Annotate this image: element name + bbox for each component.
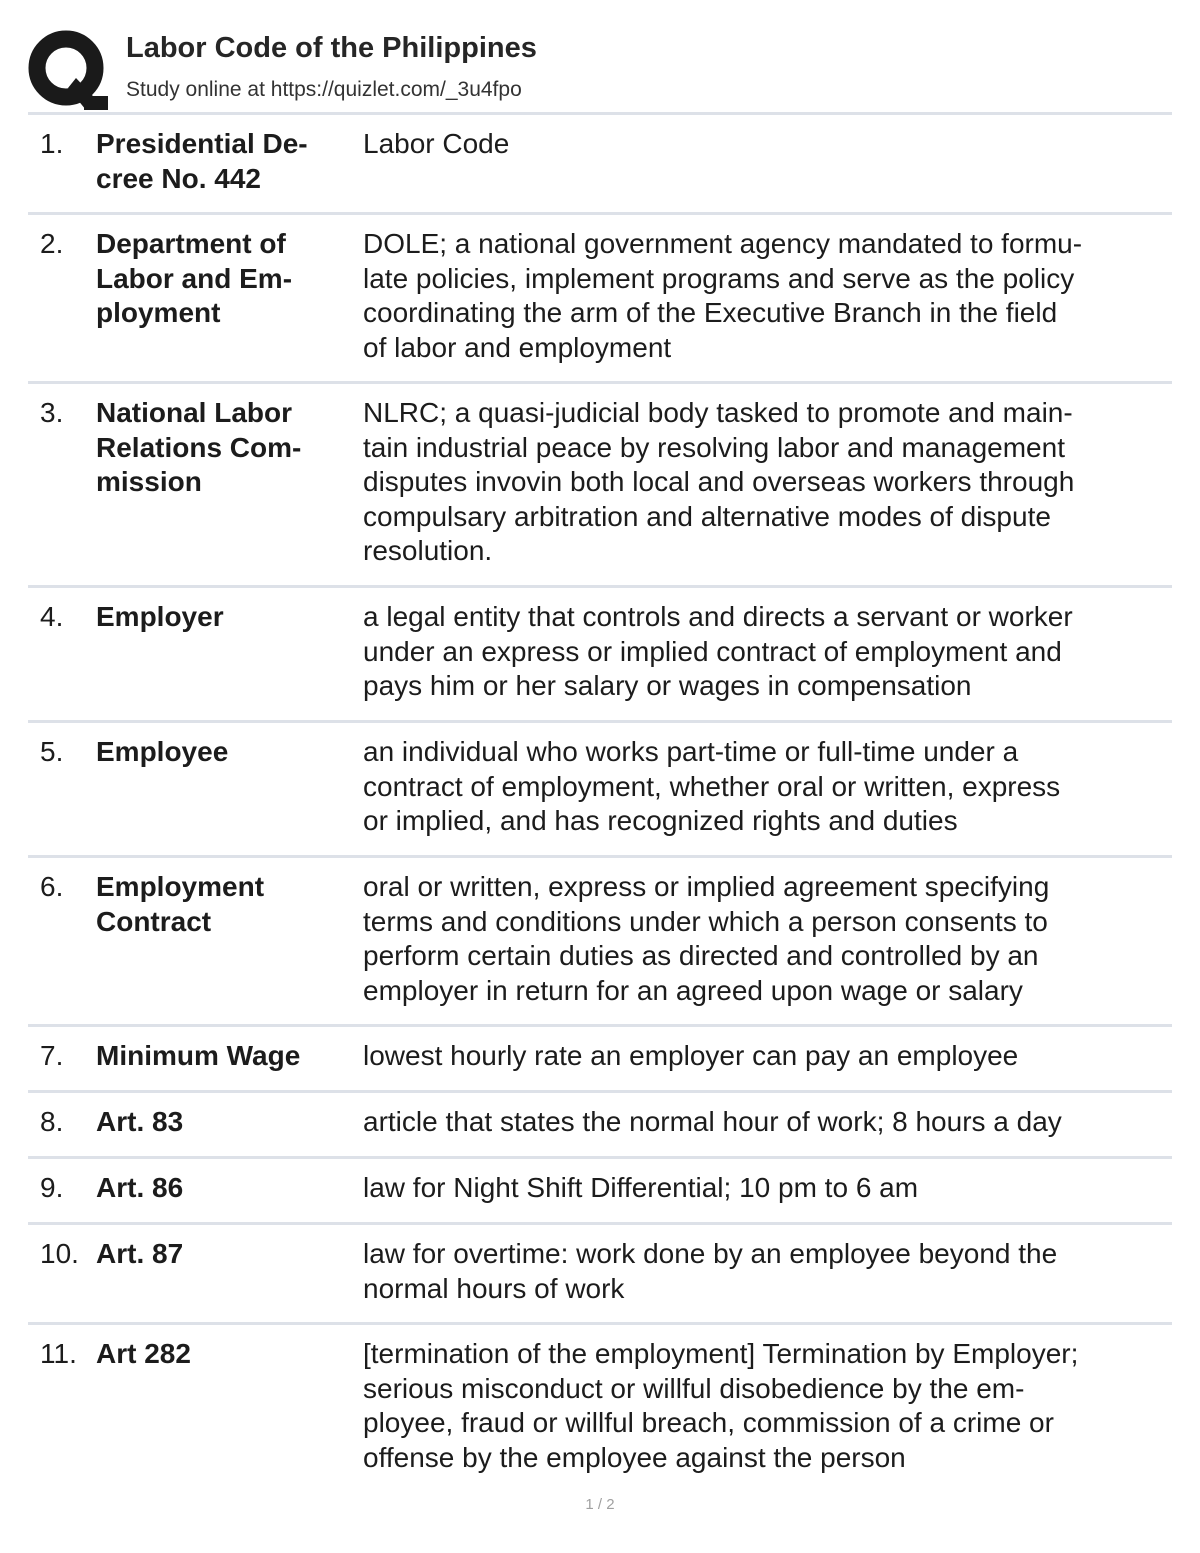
term-row [28,115,1172,215]
term-row [28,1027,1172,1093]
terms-list [28,115,1172,1495]
term-number: 1. [40,128,64,159]
term-label: Art. 86 [96,1172,184,1203]
term-definition: oral or written, express or implied agreement specifying terms and conditions under which a person consents to perform certain duties as directed and controlled by an employer in return for an agreed upon wage or salary [363,871,1050,1006]
term-number: 2. [40,228,64,259]
term-row [28,1225,1172,1325]
term-number: 8. [40,1106,64,1137]
term-definition: NLRC; a quasi-judicial body tasked to promote and main- tain industrial peace by resolving labor and management disputes invovin both local and overseas workers through compulsary arbitration and alternative modes of dispute resolution. [363,397,1075,566]
term-label: Art 282 [96,1338,191,1369]
page-title: Labor Code of the Philippines [126,32,537,64]
term-row [28,1093,1172,1159]
term-definition: Labor Code [363,128,510,159]
term-row [28,215,1172,384]
term-row [28,723,1172,858]
term-row [28,588,1172,723]
term-label: Presidential De- cree No. 442 [96,128,308,194]
term-label: Employment Contract [96,871,265,937]
term-number: 7. [40,1040,64,1071]
term-label: National Labor Relations Com- mission [96,397,302,497]
term-number: 11. [40,1338,77,1369]
term-row [28,1325,1172,1495]
term-number: 9. [40,1172,64,1203]
term-row [28,1159,1172,1225]
term-label: Art. 87 [96,1238,184,1269]
term-number: 10. [40,1238,79,1269]
term-number: 3. [40,397,64,428]
header [28,26,1172,114]
term-number: 6. [40,871,64,902]
term-definition: an individual who works part-time or full-time under a contract of employment, whether oral or written, express or implied, and has recognized rights and duties [363,736,1061,836]
term-label: Minimum Wage [96,1040,301,1071]
term-definition: a legal entity that controls and directs a servant or worker under an express or implied contract of employment and pays him or her salary or wages in compensation [363,601,1073,701]
term-definition: law for Night Shift Differential; 10 pm to 6 am [363,1172,919,1203]
term-definition: lowest hourly rate an employer can pay an employee [363,1040,1019,1071]
term-number: 5. [40,736,64,767]
term-label: Department of Labor and Em- ployment [96,228,293,328]
term-row [28,858,1172,1027]
term-label: Employee [96,736,229,767]
term-definition: DOLE; a national government agency mandated to formu- late policies, implement programs and serve as the policy coordinating the arm of the Executive Branch in the field of labor and employment [363,228,1083,363]
term-definition: article that states the normal hour of work; 8 hours a day [363,1106,1062,1137]
term-definition: [termination of the employment] Termination by Employer; serious misconduct or willful disobedience by the em- ployee, fraud or willful breach, commission of a crime or offense by the employee against the person [363,1338,1079,1473]
term-label: Employer [96,601,224,632]
term-number: 4. [40,601,64,632]
term-label: Art. 83 [96,1106,184,1137]
page-subtitle: Study online at https://quizlet.com/_3u4fpo [126,78,522,101]
page-number: 1 / 2 [585,1496,615,1513]
term-definition: law for overtime: work done by an employee beyond the normal hours of work [363,1238,1058,1304]
term-row [28,384,1172,588]
quizlet-q-logo-icon [28,30,108,110]
